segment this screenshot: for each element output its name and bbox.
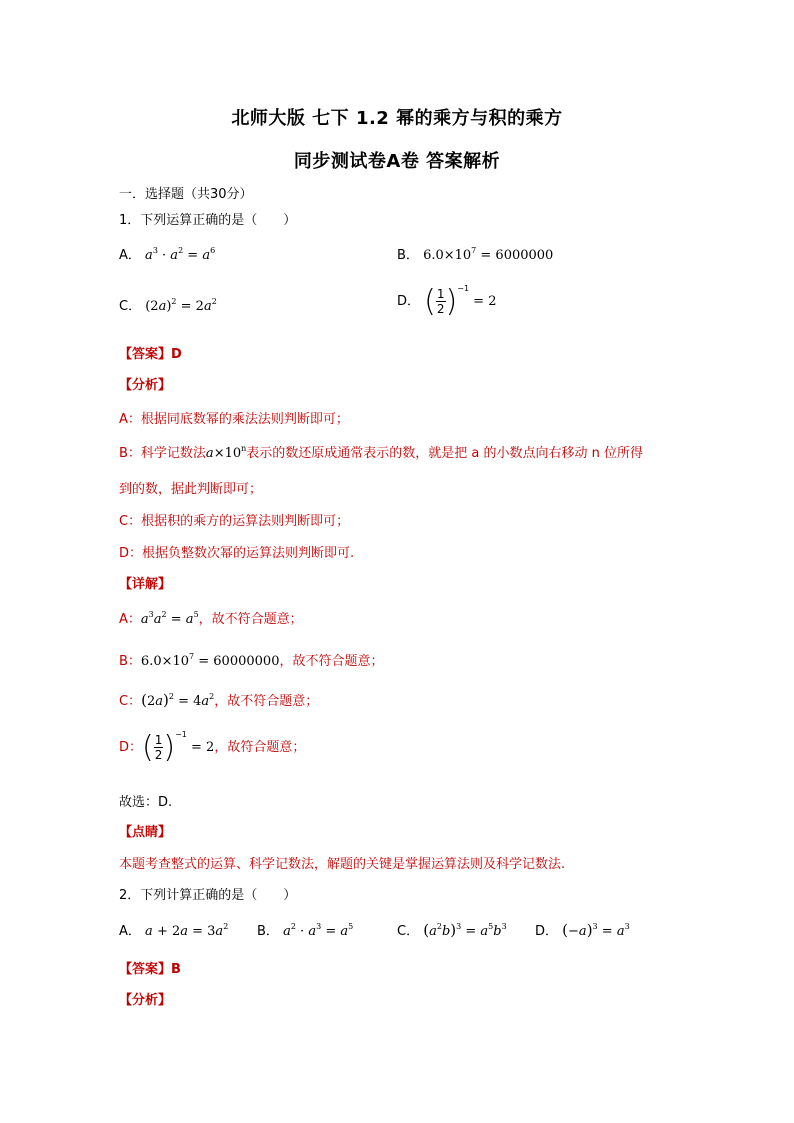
option-label: D． (397, 294, 421, 309)
detail-label: D： (119, 740, 143, 755)
q1-comment-tag: 【点睛】 (119, 825, 172, 840)
q1-analysis-a: A：根据同底数幂的乘法法则判断即可； (119, 412, 349, 427)
q1-choice: 故选：D. (119, 795, 173, 810)
math-expression: $(2a)^2 = 2a^2$ (145, 297, 217, 314)
option-label: D． (535, 924, 559, 939)
detail-tail: ，故符合题意； (214, 740, 306, 755)
answer-value: B (171, 962, 181, 977)
math-expression (423, 248, 553, 263)
option-label: C． (119, 299, 142, 314)
q2-option-a: A． $a + 2a = 3a^2$ (119, 922, 229, 939)
answer-tag: 【答案】 (119, 962, 172, 977)
answer-value: D (171, 347, 182, 362)
q1-stem: 1．下列运算正确的是（ ） (119, 213, 297, 228)
math-exponent: 7 (189, 652, 195, 661)
q1-detail-b (119, 650, 383, 669)
answer-tag: 【答案】 (119, 347, 172, 362)
q1-answer (119, 343, 182, 362)
detail-tail: ，故不符合题意； (198, 612, 303, 627)
detail-label: A： (119, 612, 141, 627)
section-heading: 一．选择题（共30分） (119, 187, 253, 202)
q1-option-d: D． ( $\frac{1}{2}$ )$^{-1}$ = 2 (397, 284, 497, 319)
math-part: = 2 (191, 740, 215, 755)
math-part: 6.0×10 (423, 248, 472, 263)
q1-detail-tag: 【详解】 (119, 577, 172, 592)
text-part: 表示的数还原成通常表示的数，就是把 a 的小数点向右移动 n 位所得 (246, 446, 644, 461)
text-part: B：科学记数法 (119, 446, 206, 461)
detail-tail: ，故不符合题意； (279, 654, 384, 669)
q1-analysis-c: C：根据积的乘方的运算法则判断即可； (119, 514, 350, 529)
q1-detail-c: C：$(2a)^2 = 4a^2$，故不符合题意； (119, 691, 319, 709)
math-exponent: 7 (471, 246, 477, 255)
q1-detail-d: D：( $\frac{1}{2}$ )$^{-1}$ = 2，故符合题意； (119, 730, 306, 765)
option-label: B． (257, 924, 279, 939)
math-part: = 60000000 (198, 654, 280, 669)
q2-option-c: C． $(a^2b)^3 = a^5b^3$ (397, 921, 507, 939)
math-part: = 2 (180, 299, 204, 314)
q1-option-a (119, 244, 215, 263)
option-label: A． (119, 248, 141, 263)
math-part: = 6000000 (480, 248, 554, 263)
math-part: 6.0×10 (140, 654, 190, 669)
q1-option-c (119, 295, 217, 314)
q1-analysis-d: D：根据负整数次幂的运算法则判断即可. (119, 546, 355, 561)
q1-detail-a: A：$a^3a^2 = a^5$，故不符合题意； (119, 610, 303, 627)
option-label: C． (397, 924, 420, 939)
title-line-2: 同步测试卷A卷 答案解析 (293, 151, 501, 172)
option-label: B． (397, 248, 419, 263)
q1-option-b (397, 244, 553, 263)
q1-comment: 本题考查整式的运算、科学记数法，解题的关键是掌握运算法则及科学记数法. (119, 857, 566, 872)
q2-option-d: D． $(-a)^3 = a^3$ (535, 921, 630, 939)
q1-analysis-b-line2: 到的数，据此判断即可； (119, 482, 263, 497)
q2-analysis-tag: 【分析】 (119, 993, 172, 1008)
option-label: A． (119, 924, 141, 939)
q2-answer (119, 958, 181, 977)
q1-analysis-b: B：科学记数法$a\times 10^n$表示的数还原成通常表示的数，就是把 a 的小数点向右移动 n 位所得 (119, 444, 644, 461)
detail-label: B： (119, 654, 141, 669)
q2-stem: 2．下列计算正确的是（ ） (119, 888, 297, 903)
detail-label: C： (119, 694, 142, 709)
detail-tail: ，故不符合题意； (214, 694, 319, 709)
title-line-1: 北师大版 七下 1.2 幂的乘方与积的乘方 (231, 108, 563, 129)
math-expression: $a^3 \cdot a^2 = a^6$ (145, 246, 216, 263)
q1-analysis-tag: 【分析】 (119, 378, 172, 393)
q2-option-b: B． $a^2 \cdot a^3 = a^5$ (257, 922, 354, 939)
